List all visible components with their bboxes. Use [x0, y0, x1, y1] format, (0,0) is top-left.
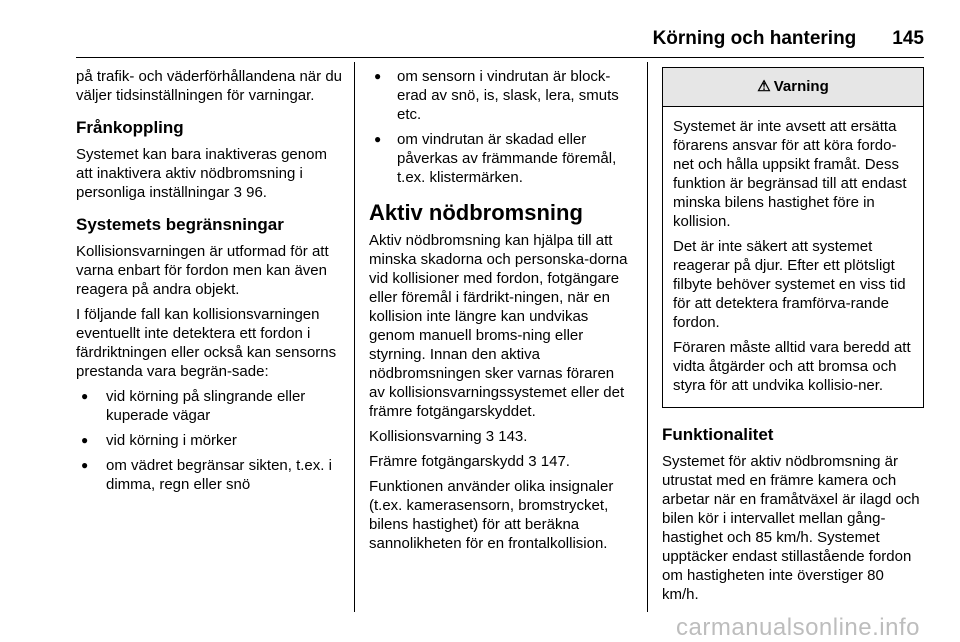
ref-text: Främre fotgängarskydd: [369, 453, 525, 470]
paragraph-begransningar-2: I följande fall kan kollisionsvarningen eventuellt inte detektera ett fordon i färdriktningen eller också kan sensorns prestanda vara begrän-sade:: [76, 306, 337, 380]
heading-begransningar: Systemets begränsningar: [76, 215, 284, 234]
page-number: 145: [892, 28, 924, 49]
page-header: [0, 28, 924, 50]
page-ref: 143.: [498, 428, 528, 445]
intro-paragraph: på trafik- och väderförhållandena när du väljer tidsinställningen för varningar.: [76, 68, 343, 104]
paragraph-frankoppling: [76, 145, 342, 202]
warning-paragraph-2: Det är inte säkert att systemet reagerar på djur. Efter ett plötsligt filbyte behöver systemet en viss tid för att detektera framförva-rande fordon.: [673, 238, 906, 331]
chapter-title: Körning och hantering: [652, 28, 857, 49]
page-ref: 147.: [540, 453, 570, 470]
column-3: [662, 67, 924, 610]
frankoppling-text: Systemet kan bara inaktiveras genom att inaktivera aktiv nödbromsning i personliga inställningar: [76, 146, 327, 201]
paragraph-begransningar-1: Kollisionsvarningen är utformad för att varna enbart för fordon men kan även reagera på andra objekt.: [76, 243, 329, 298]
ref-text: Kollisionsvarning: [369, 428, 482, 445]
warning-title: Varning: [773, 78, 829, 95]
column-2: [369, 67, 634, 559]
paragraph-funktion: Funktionen använder olika insignaler (t.ex. kamerasensorn, bromstrycket, bilens hastighet) för att beräkna sannolikheten för en frontalkollision.: [369, 478, 614, 552]
warning-paragraph-1: Systemet är inte avsett att ersätta förarens ansvar för att köra fordo-net och hålla uppsikt framåt. Dess funktion är begränsad till att endast minska bilens hastighet före in kollision.: [673, 118, 907, 230]
list-item: ● om sensorn i vindrutan är block-erad av snö, is, slask, lera, smuts etc.: [369, 67, 634, 124]
watermark: carmanualsonline.info: [676, 614, 920, 641]
warning-body: [663, 107, 923, 407]
list-item: ● om vindrutan är skadad eller påverkas av främmande föremål, t.ex. klistermärken.: [369, 130, 634, 187]
page-ref: 96.: [246, 184, 267, 201]
limitations-list-continued: [369, 67, 634, 187]
header-rule: [76, 57, 924, 58]
page-ref-arrow-icon: 3: [485, 428, 495, 445]
column-1: [76, 67, 342, 500]
list-item: ● vid körning i mörker: [76, 431, 342, 450]
page-ref-arrow-icon: 3: [233, 184, 242, 201]
column-divider-2: [647, 62, 648, 612]
page-ref-arrow-icon: 3: [528, 453, 537, 470]
heading-aktiv-nodbromsning: Aktiv nödbromsning: [369, 200, 583, 225]
list-item: ● om vädret begränsar sikten, t.ex. i dimma, regn eller snö: [76, 456, 342, 494]
list-item: ● vid körning på slingrande eller kuperade vägar: [76, 387, 342, 425]
warning-paragraph-3: Föraren måste alltid vara beredd att vidta åtgärder och att bromsa och styra för att undvika kollisio-ner.: [673, 339, 911, 394]
warning-header: [663, 68, 923, 107]
heading-funktionalitet: Funktionalitet: [662, 425, 774, 444]
limitations-list: [76, 387, 342, 494]
heading-frankoppling: Frånkoppling: [76, 118, 184, 137]
paragraph-funktionalitet: Systemet för aktiv nödbromsning är utrustat med en främre kamera och arbetar när en framåtväxel är ilagd och bilen kör i intervallet mellan gång-hastighet och 85 km/h. Systemet upptäcker endast stillastående fordon om hastigheten inte överstiger 80 km/h.: [662, 453, 920, 603]
paragraph-aktiv: Aktiv nödbromsning kan hjälpa till att minska skadorna och personska-dorna vid kollisioner med fordon, fotgängare eller föremål i färdrikt-ningen, när en kollision inte längre kan undvikas genom manuell broms-ning eller styrning. Innan den aktiva nödbromsningen sker varnas föraren av kollisionsvarningssystemet eller det främre fotgängarskyddet.: [369, 232, 628, 420]
warning-triangle-icon: ⚠: [757, 78, 771, 95]
warning-box: [662, 67, 924, 408]
ref-kollisionsvarning: [369, 427, 634, 446]
column-divider-1: [354, 62, 355, 612]
ref-fotgangarskydd: [369, 452, 634, 471]
